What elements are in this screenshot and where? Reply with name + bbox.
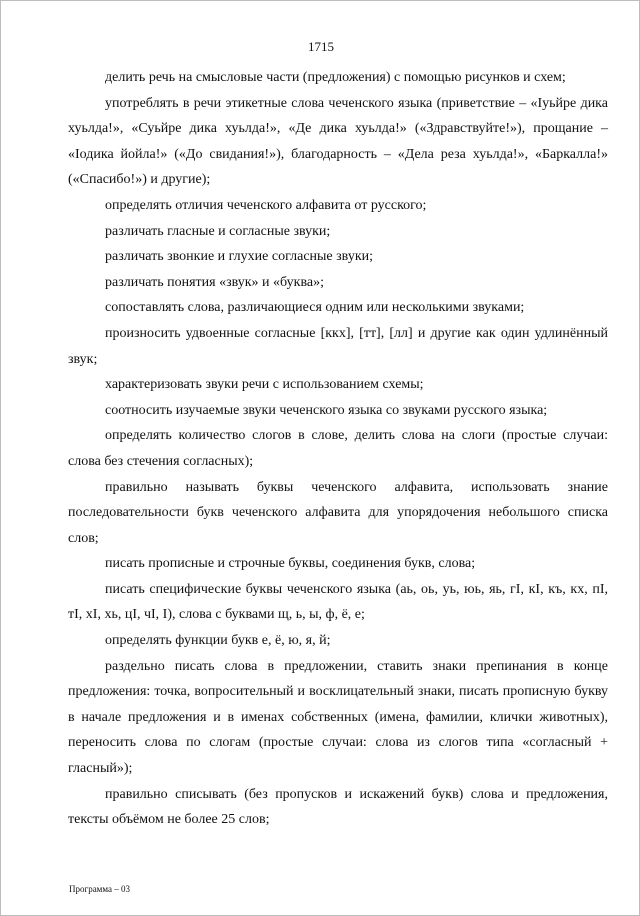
paragraph: сопоставлять слова, различающиеся одним или несколькими звуками; [105, 300, 525, 316]
page-number: 1715 [308, 39, 334, 54]
body-text [68, 65, 608, 833]
paragraph: различать звонкие и глухие согласные звуки; [105, 249, 373, 265]
footer-label: Программа – 03 [69, 884, 131, 894]
paragraph: определять функции букв е, ё, ю, я, й; [105, 633, 331, 649]
paragraph: правильно списывать (без пропусков и искажений букв) слова и предложения, тексты объёмом не более 25 слов; [68, 786, 608, 828]
paragraph: раздельно писать слова в предложении, ставить знаки препинания в конце предложения: точка, вопросительный и восклицательный знаки, писать прописную букву в начале предложения и в именах собственных (имена, фамилии, клички животных), переносить слова по слогам (простые случаи: слова из слогов типа «согласный + гласный»); [68, 658, 608, 777]
paragraph: различать понятия «звук» и «буква»; [105, 274, 324, 290]
paragraph: писать специфические буквы чеченского языка (аь, оь, уь, юь, яь, гI, кI, къ, кх, пI, тI, хI, хь, цI, чI, I), слова с буквами щ, ь, ы, ф, ё, е; [68, 581, 608, 623]
paragraph: писать прописные и строчные буквы, соединения букв, слова; [105, 556, 476, 572]
paragraph: правильно называть буквы чеченского алфавита, использовать знание последовательности букв чеченского алфавита для упорядочения небольшого списка слов; [68, 479, 608, 546]
paragraph: делить речь на смысловые части (предложения) с помощью рисунков и схем; [105, 70, 566, 85]
paragraph: произносить удвоенные согласные [ккх], [тт], [лл] и другие как один удлинённый звук; [68, 325, 608, 367]
paragraph: употреблять в речи этикетные слова чеченского языка (приветствие – «Iуьйре дика хуьлда!», «Суьйре дика хуьлда!», «Де дика хуьлда!» («Здравствуйте!»), прощание – «Iодика йойла!» («До свидания!»), благодарность – «Дела реза хуьлда!», «Баркалла!» («Спасибо!») и другие); [68, 95, 608, 188]
paragraph: соотносить изучаемые звуки чеченского языка со звуками русского языка; [105, 402, 548, 418]
paragraph: определять отличия чеченского алфавита от русского; [105, 197, 427, 213]
paragraph: различать гласные и согласные звуки; [105, 223, 331, 239]
paragraph: характеризовать звуки речи с использованием схемы; [105, 377, 424, 393]
paragraph: определять количество слогов в слове, делить слова на слоги (простые случаи: слова без стечения согласных); [68, 428, 608, 469]
